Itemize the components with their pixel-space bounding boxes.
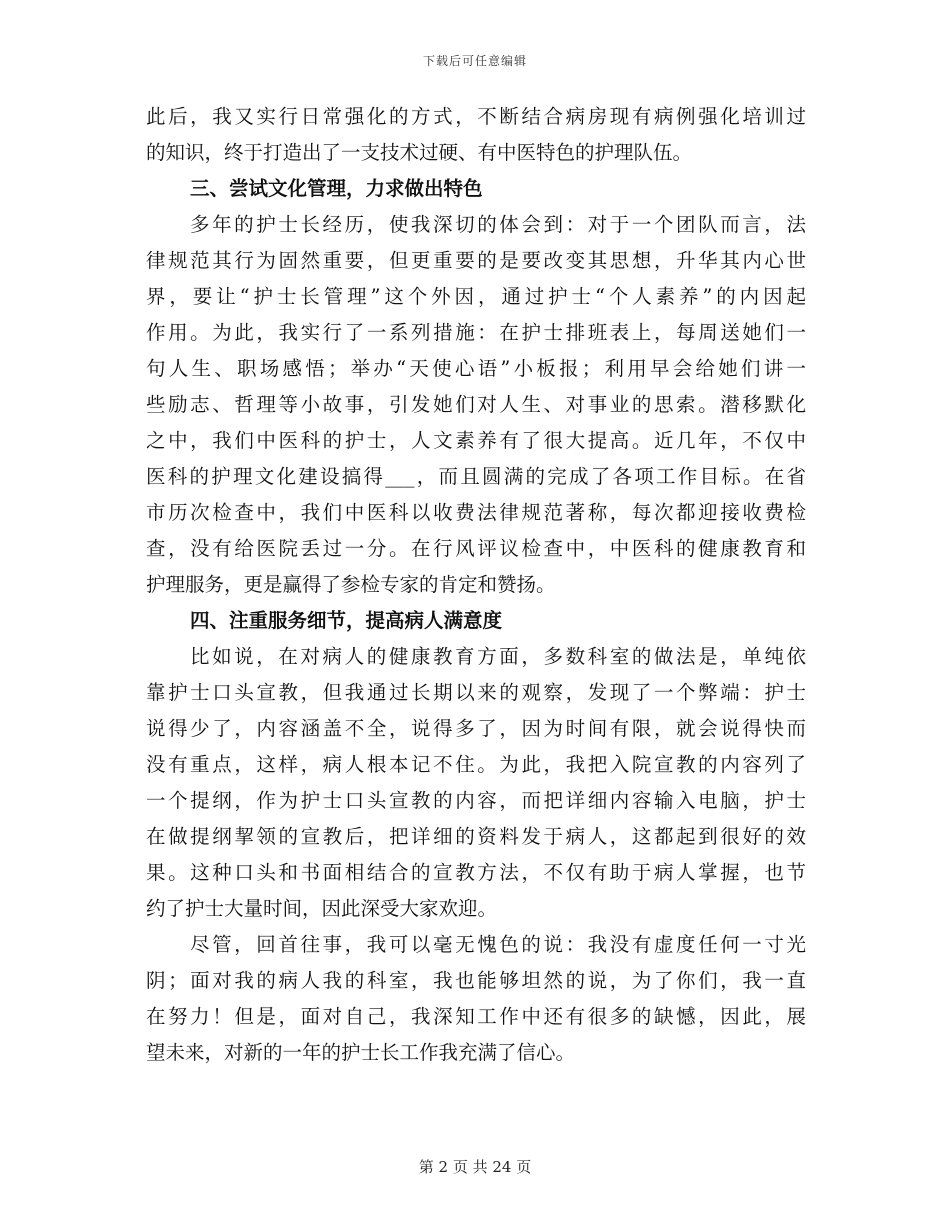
paragraph	[146, 927, 806, 1071]
text-line: 尽管，回首往事，我可以毫无愧色的说：我没有虚度任何一寸光	[190, 933, 806, 956]
document-body	[146, 99, 806, 1071]
text-line: 阴；面对我的病人我的科室，我也能够坦然的说，为了你们，我一直	[146, 969, 806, 992]
text-line: 望未来，对新的一年的护士长工作我充满了信心。	[146, 1041, 576, 1064]
text-line: 一个提纲，作为护士口头宣教的内容，而把详细内容输入电脑，护士	[146, 789, 806, 812]
section-heading	[146, 603, 806, 639]
paragraph	[146, 99, 806, 171]
heading-text: 四、注重服务细节，提高病人满意度	[190, 609, 503, 632]
text-line: 说得少了，内容涵盖不全，说得多了，因为时间有限，就会说得快而	[146, 717, 806, 740]
text-line: 作用。为此，我实行了一系列措施：在护士排班表上，每周送她们一	[146, 321, 806, 344]
text-line: 市历次检查中，我们中医科以收费法律规范著称，每次都迎接收费检	[146, 501, 806, 524]
text-line: 比如说，在对病人的健康教育方面，多数科室的做法是，单纯依	[190, 645, 806, 668]
text-line: 律规范其行为固然重要，但更重要的是要改变其思想，升华其内心世	[146, 249, 806, 272]
text-line: 在做提纲挈领的宣教后，把详细的资料发于病人，这都起到很好的效	[146, 825, 806, 848]
text-line: 在努力！但是，面对自己，我深知工作中还有很多的缺憾，因此，展	[146, 1005, 806, 1028]
paragraph	[146, 639, 806, 927]
text-line: 的知识，终于打造出了一支技术过硬、有中医特色的护理队伍。	[146, 141, 693, 164]
text-line: 没有重点，这样，病人根本记不住。为此，我把入院宣教的内容列了	[146, 753, 806, 776]
text-line: 些励志、哲理等小故事，引发她们对人生、对事业的思索。潜移默化	[146, 393, 806, 416]
text-line: 查，没有给医院丢过一分。在行风评议检查中，中医科的健康教育和	[146, 537, 806, 560]
text-line: 多年的护士长经历，使我深切的体会到：对于一个团队而言，法	[190, 213, 806, 236]
text-line: 句人生、职场感悟；举办“天使心语”小板报；利用早会给她们讲一	[146, 357, 806, 380]
text-line: 果。这种口头和书面相结合的宣教方法，不仅有助于病人掌握，也节	[146, 861, 806, 884]
heading-text: 三、尝试文化管理，力求做出特色	[190, 177, 483, 200]
page-header: 下载后可任意编辑	[422, 54, 527, 68]
text-line: 界，要让“护士长管理”这个外因，通过护士“个人素养”的内因起	[146, 285, 806, 308]
text-line: 医科的护理文化建设搞得___，而且圆满的完成了各项工作目标。在省	[146, 465, 806, 488]
text-line: 此后，我又实行日常强化的方式，不断结合病房现有病例强化培训过	[146, 105, 806, 128]
text-line: 之中，我们中医科的护士，人文素养有了很大提高。近几年，不仅中	[146, 429, 806, 452]
text-line: 护理服务，更是赢得了参检专家的肯定和赞扬。	[146, 573, 556, 596]
text-line: 靠护士口头宣教，但我通过长期以来的观察，发现了一个弊端：护士	[146, 681, 806, 704]
paragraph	[146, 207, 806, 603]
text-line: 约了护士大量时间，因此深受大家欢迎。	[146, 897, 498, 920]
page-number: 第 2 页 共 24 页	[418, 1158, 532, 1176]
section-heading	[146, 171, 806, 207]
